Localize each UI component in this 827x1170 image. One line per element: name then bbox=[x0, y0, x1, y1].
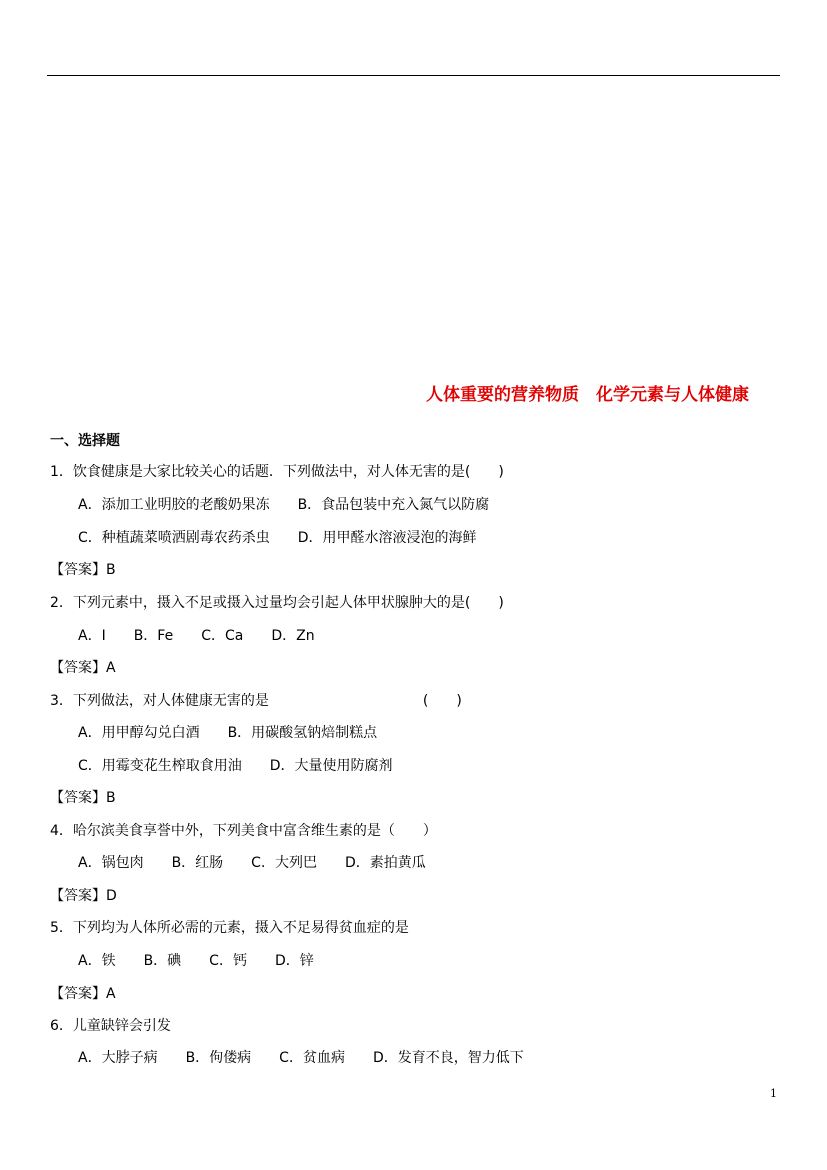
question-5-stem: 5．下列均为人体所必需的元素，摄入不足易得贫血症的是 bbox=[50, 920, 409, 936]
question-3-answer: 【答案】B bbox=[50, 790, 116, 806]
question-1-stem: 1．饮食健康是大家比较关心的话题．下列做法中，对人体无害的是( ) bbox=[50, 464, 504, 480]
question-2-stem: 2．下列元素中，摄入不足或摄入过量均会引起人体甲状腺肿大的是( ) bbox=[50, 595, 504, 611]
header-rule bbox=[47, 75, 780, 76]
question-4-stem: 4．哈尔滨美食享誉中外，下列美食中富含维生素的是（ ） bbox=[50, 823, 437, 839]
question-1-options-row-2: C．种植蔬菜喷洒剧毒农药杀虫 D．用甲醛水溶液浸泡的海鲜 bbox=[78, 530, 477, 546]
page-number: 1 bbox=[770, 1087, 777, 1100]
question-3-options-row-1: A．用甲醇勾兑白酒 B．用碳酸氢钠焙制糕点 bbox=[78, 725, 378, 741]
question-1-options-row-1: A．添加工业明胶的老酸奶果冻 B．食品包装中充入氮气以防腐 bbox=[78, 497, 490, 513]
question-5-answer: 【答案】A bbox=[50, 986, 116, 1002]
question-6-options-row-1: A．大脖子病 B．佝偻病 C．贫血病 D．发育不良，智力低下 bbox=[78, 1050, 524, 1066]
document-title: 人体重要的营养物质 化学元素与人体健康 bbox=[426, 385, 749, 405]
question-3-options-row-2: C．用霉变花生榨取食用油 D．大量使用防腐剂 bbox=[78, 758, 393, 774]
question-5-options-row-1: A．铁 B．碘 C．钙 D．锌 bbox=[78, 953, 314, 969]
question-4-answer: 【答案】D bbox=[50, 888, 117, 904]
question-1-answer: 【答案】B bbox=[50, 562, 116, 578]
question-2-options-row-1: A．I B．Fe C．Ca D．Zn bbox=[78, 628, 315, 644]
question-4-options-row-1: A．锅包肉 B．红肠 C．大列巴 D．素拍黄瓜 bbox=[78, 855, 426, 871]
question-2-answer: 【答案】A bbox=[50, 660, 116, 676]
question-3-stem: 3．下列做法，对人体健康无害的是 ( ) bbox=[50, 693, 462, 709]
section-heading: 一、选择题 bbox=[50, 433, 120, 449]
question-6-stem: 6．儿童缺锌会引发 bbox=[50, 1018, 171, 1034]
